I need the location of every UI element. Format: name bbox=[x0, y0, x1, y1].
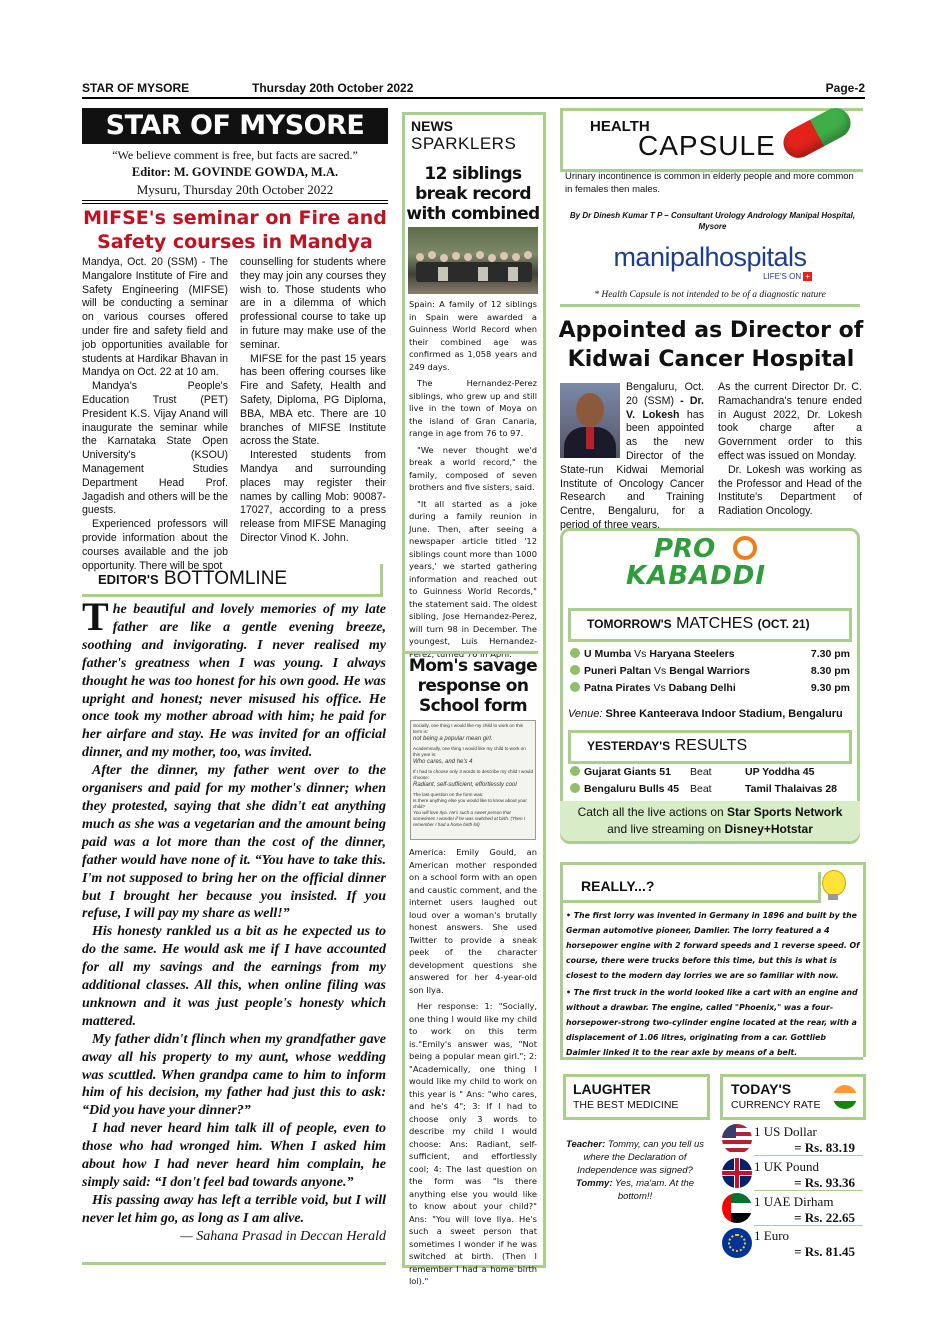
siblings-para: Spain: A family of 12 siblings in Spain were awarded a Guinness World Record when their combined age was confirmed as 1,058 years and 249 days. bbox=[409, 299, 537, 372]
currency-list bbox=[720, 1120, 863, 1270]
promo-text: Catch all the live actions on bbox=[577, 805, 724, 819]
currency-divider bbox=[754, 1155, 863, 1156]
venue-name: Shree Kanteerava Indoor Stadium, Bengaluru bbox=[605, 708, 843, 720]
health-note: * Health Capsule is not intended to be of a diagnostic nature bbox=[594, 290, 826, 300]
siblings-headline: 12 siblings break record with combined bbox=[406, 164, 540, 224]
match-time: 9.30 pm bbox=[810, 682, 850, 694]
tommy-line: Yes, ma'am. At the bottom!! bbox=[614, 1178, 695, 1202]
currency-value: = Rs. 93.36 bbox=[794, 1175, 855, 1190]
editors-para: My father didn't flinch when my grandfather gave away all his property to my aunt, whose wedding was scuttled. When grandpa came to him to inform him of his decision, my father had just this to ask: “Did you have your dinner?” bbox=[82, 1031, 386, 1119]
bullet-icon bbox=[570, 682, 580, 692]
laughter-label-box bbox=[563, 1074, 710, 1120]
promo-text: and live streaming on bbox=[607, 822, 722, 836]
kidwai-col1 bbox=[560, 381, 704, 533]
editors-para: After the dinner, my father went over to the organisers and paid for my mother's dinner; when they protested, saying that she didn't eat anything much as she was a vegetarian and the amount being paid was a lot more than the cost of the dinner, father would have none of it. “You have to take this. I'm not supposed to bring her on the official dinner but I brought her because you insisted. If you refuse, I will pay my share as well!” bbox=[82, 763, 386, 922]
currency-name: 1 Euro bbox=[754, 1228, 790, 1243]
currency-label2: CURRENCY RATE bbox=[731, 1099, 821, 1111]
eu-stars bbox=[728, 1234, 746, 1252]
form-answer: not being a popular mean girl. bbox=[413, 736, 493, 742]
health-label1: HEALTH bbox=[590, 118, 650, 135]
vs: Vs bbox=[654, 665, 667, 677]
editors-column bbox=[82, 594, 386, 1246]
editors-para: he beautiful and lovely memories of my late father are like a gentle evening breeze, soothing and invigorating. I never realised my father's greatness when I was young. I always thought he was too honest for his own good. He was upright and honest; never misused his office. He once took my mother abroad with him; he paid for her airfare and stay. He was invited for an official dinner, and my mother, too, was invited. bbox=[82, 602, 386, 761]
venue bbox=[568, 708, 843, 720]
school-body bbox=[409, 846, 537, 1292]
currency-value: = Rs. 81.45 bbox=[794, 1244, 855, 1259]
kidwai-name: - Dr. V. Lokesh bbox=[626, 394, 704, 421]
really-item-text: The first truck in the world looked like a cart with an engine and without a drawbar. The engine, called "Phoenix," was a four-horsepower-strong two-cylinder engine located at the rear, with a displacement of 1.06 litres, originating from a car. Gottlieb Daimler linked it to the rear axle by means of a belt. bbox=[566, 988, 858, 1057]
page-header bbox=[82, 80, 865, 99]
venue-label: Venue: bbox=[568, 708, 603, 720]
promo-streaming: Disney+Hotstar bbox=[724, 822, 813, 836]
kidwai-lead: Bengaluru, Oct. 20 (SSM) bbox=[626, 381, 704, 407]
masthead-title: STAR OF MYSORE bbox=[82, 108, 388, 144]
us-canton bbox=[722, 1124, 736, 1138]
bulb-base bbox=[828, 894, 838, 900]
tomorrow-text: MATCHES bbox=[676, 615, 754, 632]
health-bottom-rule bbox=[560, 304, 860, 307]
logo-pro: PRO bbox=[654, 534, 716, 564]
match-row bbox=[570, 682, 850, 699]
matches-table bbox=[570, 648, 850, 699]
lightbulb-icon bbox=[818, 862, 848, 902]
teacher-label: Teacher: bbox=[566, 1139, 606, 1150]
drop-cap: T bbox=[82, 594, 109, 639]
team-a: U Mumba bbox=[584, 648, 632, 660]
really-list bbox=[566, 908, 862, 1060]
bullet-icon bbox=[570, 665, 580, 675]
editors-para: His passing away has left a terrible void, but I will never let him go, as long as I am alive. bbox=[82, 1192, 386, 1226]
loser: UP Yoddha 45 bbox=[745, 766, 815, 778]
health-text: Urinary incontinence is common in elderly people and more common in females then males. bbox=[565, 171, 854, 195]
siblings-photo bbox=[408, 227, 538, 294]
tommy-label: Tommy: bbox=[575, 1178, 613, 1189]
uae-band bbox=[722, 1193, 731, 1223]
kidwai-col2 bbox=[718, 381, 862, 519]
mifse-para: MIFSE for the past 15 years has been offering courses like Fire and Safety, Health and Safety, Diploma, PG Diploma, BBA, MBA etc. There are 10 branches of MIFSE Institute across the State. bbox=[240, 352, 386, 448]
really-bottom-rule bbox=[560, 1057, 863, 1060]
siblings-photo-art bbox=[408, 227, 538, 294]
lokesh-photo bbox=[560, 383, 620, 458]
tomorrow-date: (OCT. 21) bbox=[757, 617, 810, 631]
really-label: REALLY...? bbox=[581, 878, 655, 894]
motto: “We believe comment is free, but facts are sacred.” bbox=[112, 148, 358, 162]
dateline: Mysuru, Thursday 20th October 2022 bbox=[136, 182, 334, 197]
currency-label-box bbox=[720, 1074, 866, 1120]
plus-icon: + bbox=[805, 272, 810, 281]
tomorrow-box bbox=[568, 608, 852, 642]
really-item: • The first lorry was invented in Germany in 1896 and built by the German automotive pioneer, Damlier. The lorry featured a 4 horsepower engine with 2 forward speeds and 1 reverse speed. Of course, there were trucks before this time, but this is what is closest to the modern day lorries we are so familiar with now. bbox=[566, 911, 860, 980]
editors-label-bold: EDITOR'S bbox=[98, 572, 159, 587]
result-row bbox=[570, 766, 850, 783]
manipal-tagline-text: LIFE'S ON bbox=[763, 272, 802, 281]
result-row bbox=[570, 783, 850, 800]
uae-flag-icon bbox=[722, 1193, 752, 1223]
lokesh-face bbox=[576, 393, 604, 427]
editors-para: I had never heard him talk ill of people, even to those who had wronged him. When I asked him about how I had never heard him complain, he simply said: “I don't feel bad towards anyone.” bbox=[82, 1121, 386, 1190]
manipal-logo bbox=[560, 242, 860, 281]
match-row bbox=[570, 648, 850, 665]
uk-red-v bbox=[735, 1158, 739, 1188]
editor-line: Editor: M. GOVINDE GOWDA, M.A. bbox=[131, 165, 339, 179]
currency-divider bbox=[754, 1225, 863, 1226]
sparklers-label2: SPARKLERS bbox=[411, 134, 517, 153]
masthead-divider bbox=[82, 200, 388, 204]
mifse-para: Experienced professors will provide information about the courses available and the job opportunity. There will be spot bbox=[82, 518, 228, 572]
mifse-col1 bbox=[82, 256, 228, 573]
us-flag-icon bbox=[722, 1124, 752, 1154]
paper-name: STAR OF MYSORE bbox=[82, 81, 190, 95]
form-question: Is there anything else you would like to know about your child? bbox=[413, 798, 527, 809]
siblings-body bbox=[409, 298, 537, 664]
laughter-label1: LAUGHTER bbox=[573, 1081, 651, 1097]
beat: Beat bbox=[690, 766, 712, 778]
school-para: Her response: 1: "Socially, one thing I would like my child to work on this term is."Emily's answer was, "Not being a popular mean girl."; 2: "Academically, one thing I would like my child to work on this year is " Ans: "who cares, and he's 4"; 3: If I had to choose only 3 words to describe my child I would choose: Ans: Radiant, self-sufficient, and effortlessly cool; 4: The last question on the form was "Is there anything else you would like to know about your child?" Ans: "You will love Ilya. He's such a sweet person that sometimes I wonder if he was switched at birth. (Then I remember I had a home birth lol)." bbox=[409, 1001, 537, 1286]
tomorrow-bold: TOMORROW'S bbox=[587, 617, 672, 631]
bullet-icon bbox=[570, 766, 580, 776]
lokesh-tie bbox=[586, 427, 594, 449]
editors-credit: — Sahana Prasad in Deccan Herald bbox=[180, 1228, 386, 1244]
siblings-para: The Hernandez-Perez siblings, who grew up and still live in the town of Moya on the island of Gran Canaria, range in age from 76 to 97. bbox=[409, 378, 537, 438]
really-item-text: The first lorry was invented in Germany in 1896 and built by the German automotive pioneer, Damlier. The lorry featured a 4 horsepower engine with 2 forward speeds and 1 reverse speed. Of course, there were trucks before this time, but this is what is closest to the modern day lorries we are so familiar with now. bbox=[566, 911, 860, 980]
header-date: Thursday 20th October 2022 bbox=[252, 81, 414, 95]
currency-value: = Rs. 83.19 bbox=[794, 1140, 855, 1155]
yesterday-label bbox=[587, 737, 747, 755]
kidwai-headline: Appointed as Director of Kidwai Cancer Hospital bbox=[558, 318, 864, 372]
kabaddi-swirl-icon bbox=[733, 536, 757, 560]
manipal-brand-text: manipalhospitals bbox=[613, 242, 807, 272]
laughter-joke bbox=[566, 1138, 704, 1203]
sparklers-divider bbox=[404, 651, 538, 654]
form-answer: Who cares, and he's 4 bbox=[413, 759, 473, 765]
school-headline: Mom's savage response on School form bbox=[408, 656, 538, 716]
match-time: 8.30 pm bbox=[810, 665, 850, 677]
laughter-label2: THE BEST MEDICINE bbox=[573, 1099, 679, 1111]
tomorrow-label bbox=[587, 615, 810, 633]
eu-flag-icon bbox=[722, 1228, 752, 1258]
currency-label1: TODAY'S bbox=[731, 1081, 792, 1097]
mifse-para: Mandya's People's Education Trust (PET) President K.S. Vijay Anand will inaugurate the seminar while the Karnataka State Open University's (KSOU) Management Studies Department Head Prof. Jagadish and others will be the guests. bbox=[82, 380, 228, 517]
teacher-line: Tommy, can you tell us where the Declaration of Independence was signed? bbox=[577, 1139, 704, 1176]
team-a: Patna Pirates bbox=[584, 682, 651, 694]
india-flag-icon bbox=[833, 1085, 857, 1109]
currency-name: 1 US Dollar bbox=[754, 1124, 817, 1139]
form-question: If I had to choose only 3 words to describe my child I would choose: bbox=[413, 769, 534, 780]
match-time: 7.30 pm bbox=[810, 648, 850, 660]
team-b: Dabang Delhi bbox=[668, 682, 736, 694]
beat: Beat bbox=[690, 783, 712, 795]
editors-label bbox=[98, 568, 287, 590]
team-a: Puneri Paltan bbox=[584, 665, 652, 677]
currency-name: 1 UAE Dirham bbox=[754, 1194, 834, 1209]
mifse-col2 bbox=[240, 256, 386, 546]
page-number: Page-2 bbox=[825, 81, 865, 95]
results-table bbox=[570, 766, 850, 800]
kidwai-col1-text: has been appointed as the new Director of the State-run Kidwai Memorial Institute of Oncology Cancer Research and Training Centre, Bengaluru, for a period of three years. bbox=[560, 408, 704, 531]
editors-label-text: BOTTOMLINE bbox=[163, 568, 288, 589]
winner: Bengaluru Bulls 45 bbox=[584, 783, 680, 795]
masthead-block bbox=[82, 147, 388, 198]
currency-divider bbox=[754, 1190, 863, 1191]
sparklers-label1: NEWS bbox=[411, 118, 453, 134]
editors-label-box bbox=[82, 564, 383, 597]
kidwai-para: As the current Director Dr. C. Ramachandra's tenure ended in August 2022, Dr. Lokesh took charge after a Government order to this effect was issued on Monday. bbox=[718, 381, 862, 462]
bullet-icon bbox=[570, 648, 580, 658]
school-para: America: Emily Gould, an American mother responded on a school form with an open and caustic comment, and the internet users laughed out loud over a woman's brutally honest answers. She used Twitter to provide a sneak peek of the character development questions she answered for her 4-year-old son Ilya. bbox=[409, 847, 537, 995]
bulb-glass bbox=[822, 870, 846, 896]
kidwai-para: Dr. Lokesh was working as the Professor and Head of the Institute's Department of Radiation Oncology. bbox=[718, 463, 862, 518]
school-form-image bbox=[410, 720, 536, 840]
promo-banner bbox=[560, 801, 860, 841]
mifse-para: Mandya, Oct. 20 (SSM) - The Mangalore Institute of Fire and Safety Engineering (MIFSE) will be conducting a seminar on various courses offered under fire and safety field and job opportunities available for students at Hardikar Bhavan in Mandya on Oct. 22 at 10 am. bbox=[82, 256, 228, 379]
bullet-icon bbox=[570, 783, 580, 793]
yesterday-bold: YESTERDAY'S bbox=[587, 739, 671, 753]
currency-name: 1 UK Pound bbox=[754, 1159, 820, 1174]
match-row bbox=[570, 665, 850, 682]
manipal-tagline bbox=[560, 272, 860, 281]
team-b: Haryana Steelers bbox=[649, 648, 735, 660]
vs: Vs bbox=[653, 682, 666, 694]
really-label-box bbox=[563, 872, 821, 903]
health-label2: CAPSULE bbox=[638, 130, 776, 161]
editors-para: His honesty rankled us a bit as he expected us to do the same. He would ask me if I have accounted for all my savings and the earnings from my additional classes. All this, when online filing was unknown and it was just people's honesty which mattered. bbox=[82, 924, 386, 1029]
yesterday-text: RESULTS bbox=[674, 737, 748, 754]
winner: Gujarat Giants 51 bbox=[584, 766, 671, 778]
form-question: Academically, one thing I would like my child to work on this year is: bbox=[413, 746, 526, 757]
siblings-para: "We never thought we'd break a world record," the family, composed of seven brothers and five sisters, said. bbox=[409, 444, 537, 492]
mifse-para: Interested students from Mandya and surrounding places may register their names by calling Mob: 90087-17027, according to a press release from MIFSE Managing Director Vinod K. John. bbox=[240, 449, 386, 544]
vs: Vs bbox=[634, 648, 647, 660]
form-question: The last question on the form was: bbox=[413, 792, 484, 797]
yesterday-box bbox=[568, 730, 852, 764]
really-item: • The first truck in the world looked like a cart with an engine and without a drawbar. The engine, called "Phoenix," was a four-horsepower-strong two-cylinder engine located at the rear, with a displacement of 1.06 litres, originating from a car. Gottlieb Daimler linked it to the rear axle by means of a belt. bbox=[566, 988, 858, 1057]
form-answer: Radiant, self-sufficient, effortlessly cool bbox=[413, 782, 517, 788]
editors-bottom-rule bbox=[82, 1262, 386, 1265]
logo-kabaddi: KABADDI bbox=[626, 561, 767, 591]
mifse-headline: MIFSE's seminar on Fire and Safety courses in Mandya bbox=[83, 207, 387, 253]
uk-flag-icon bbox=[722, 1158, 752, 1188]
currency-value: = Rs. 22.65 bbox=[794, 1210, 855, 1225]
promo-network: Star Sports Network bbox=[727, 805, 843, 819]
siblings-para: "It all started as a joke during a family reunion in June. Then, after seeing a newspaper article titled '12 siblings count more than 1000 years,' we started gathering information and reached out to Guinness World Records," the statement said. The oldest sibling, Jose Hernandez-Perez, will turn 98 in December. The youngest, Luis Hernandez- bbox=[409, 498, 537, 646]
manipal-brand bbox=[560, 242, 860, 272]
form-question: Socially, one thing I would like my child to work on this term is: bbox=[413, 723, 523, 734]
form-answer: You will love Ilya. He's such a sweet person that sometimes I wonder if he was switched at birth. (Then I remember I had a home birth lol) bbox=[413, 810, 526, 827]
health-byline: By Dr Dinesh Kumar T P – Consultant Urology Andrology Manipal Hospital, Mysore bbox=[569, 211, 856, 231]
team-b: Bengal Warriors bbox=[669, 665, 750, 677]
mifse-para: counselling for students where they may join any courses they wish to. Those students who are in a dilemma of which professional course to take up in future may make use of the seminar. bbox=[240, 256, 386, 351]
loser: Tamil Thalaivas 28 bbox=[745, 783, 838, 795]
